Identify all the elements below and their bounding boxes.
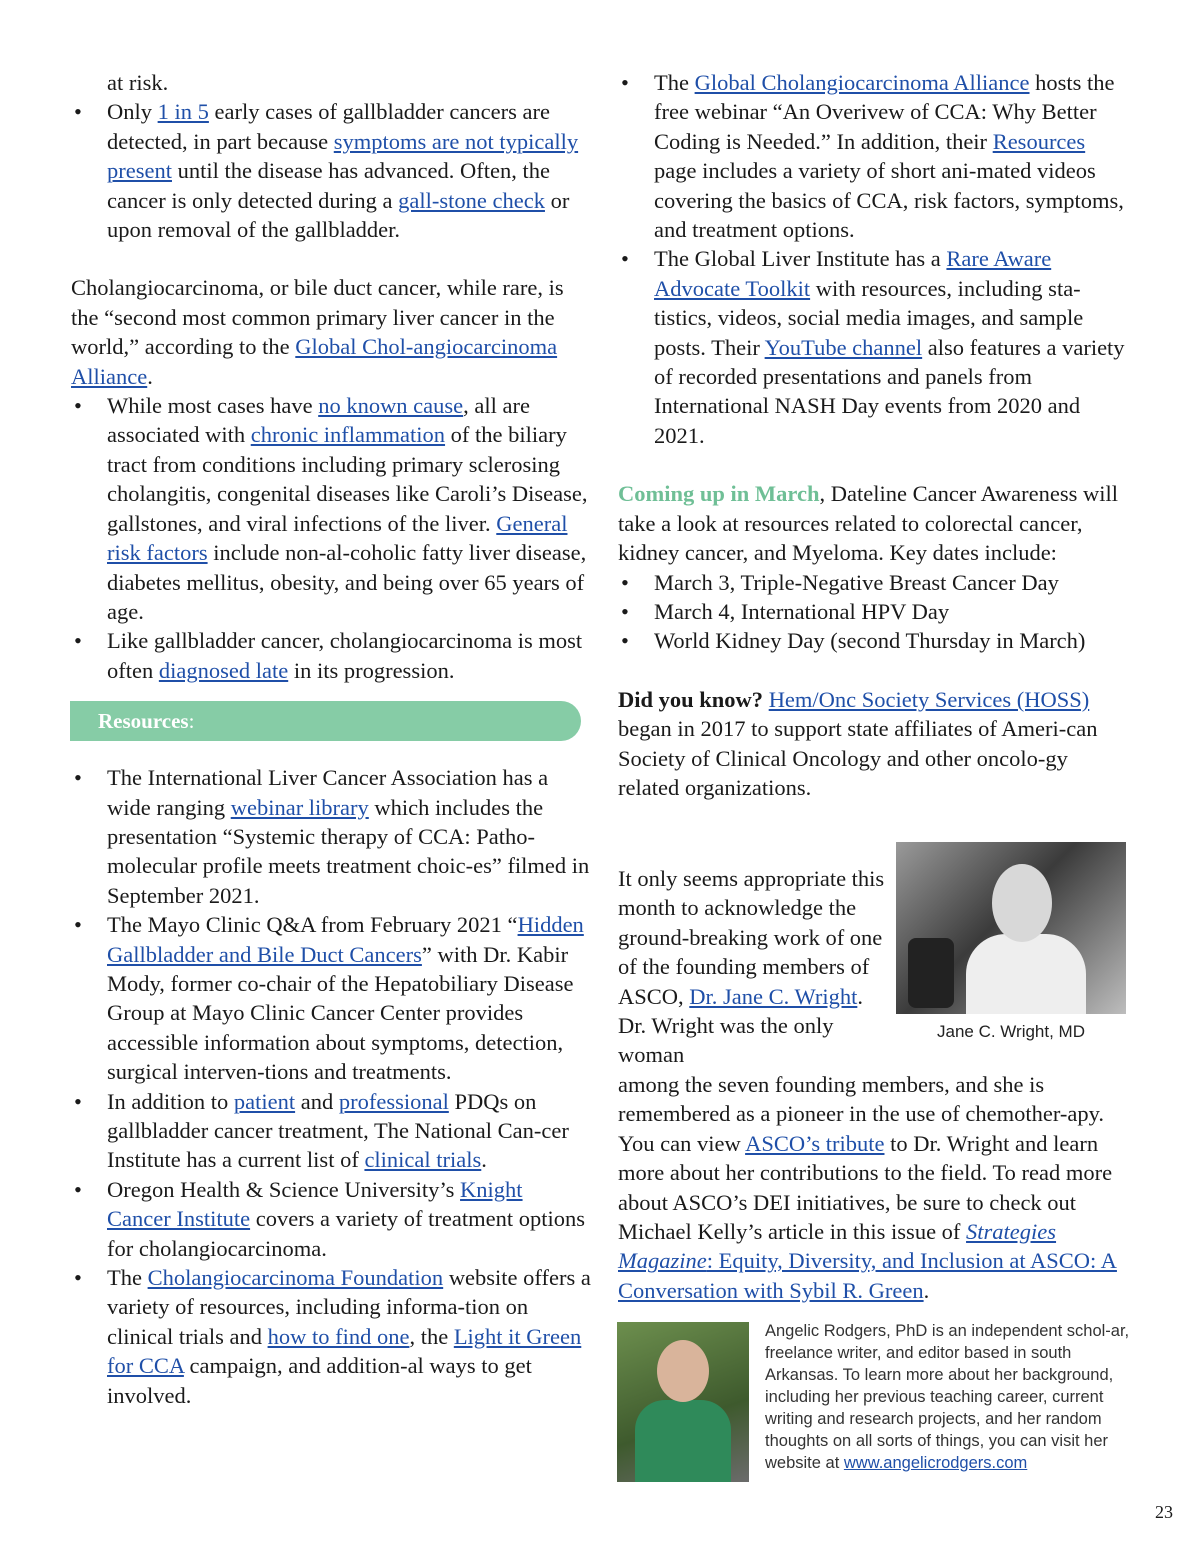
shirt-shape: [635, 1400, 731, 1482]
photo-caption: Jane C. Wright, MD: [936, 1022, 1085, 1041]
text: ” with Dr. Kabir Mody, former co-chair of the Hepatobiliary Disease Group at Mayo Clinic Cancer Center provides accessible information about symptoms, detection, surgical interven-tions and treatments.: [107, 941, 574, 1085]
face-shape: [992, 864, 1052, 942]
resources-list: [71, 763, 591, 1410]
resources-heading-bar: [70, 701, 581, 741]
page-number: 23: [1155, 1502, 1173, 1522]
text: The Mayo Clinic Q&A from February 2021 “: [107, 912, 518, 938]
march-paragraph: [618, 479, 1130, 567]
list-item: [71, 391, 591, 626]
text: page includes a variety of short ani-mated videos covering the basics of CCA, risk factors, symptoms, and treatment options.: [654, 158, 1124, 243]
text: While most cases have: [107, 393, 319, 419]
text: include non-al-coholic fatty liver disease, diabetes mellitus, obesity, and being over 65 years of age.: [107, 540, 587, 624]
list-item: [71, 626, 591, 685]
link-how-to-find-one[interactable]: how to find one: [267, 1323, 410, 1349]
cholangio-list: [71, 391, 591, 685]
link-resources-page[interactable]: Resources: [992, 128, 1086, 154]
author-bio: [765, 1320, 1133, 1474]
text: The Global Liver Institute has a: [654, 246, 947, 272]
list-item: [71, 1175, 591, 1263]
jane-wright-photo: [896, 842, 1126, 1014]
link-hidden-gallbladder[interactable]: Hidden Gallbladder and Bile Duct Cancers: [107, 912, 584, 967]
text: Only: [107, 99, 158, 125]
list-item: • World Kidney Day (second Thursday in March): [618, 626, 1130, 655]
link-symptoms[interactable]: symptoms are not typically present: [107, 128, 579, 184]
text: The: [107, 1265, 148, 1291]
link-cca-foundation[interactable]: Cholangiocarcinoma Foundation: [147, 1265, 444, 1291]
head-shape: [657, 1340, 709, 1402]
list-item: [71, 763, 591, 910]
text: In addition to: [107, 1088, 234, 1114]
list-item: [71, 1263, 591, 1410]
text: Like gallbladder cancer, cholangiocarcinoma is most often: [107, 628, 583, 683]
text: hosts the free webinar “An Overivew of CCA: Why Better Coding is Needed.” In addition, their: [654, 70, 1115, 154]
text: of the biliary tract from conditions including primary sclerosing cholangitis, congenital diseases like Caroli’s Disease, gallstones, and viral infections of the liver.: [107, 422, 588, 536]
coat-shape: [966, 934, 1086, 1014]
text: .: [481, 1147, 487, 1173]
text: , the: [409, 1323, 454, 1349]
text: and: [295, 1088, 339, 1114]
text: Cholangiocarcinoma, or bile duct cancer, while rare, is the “second most common primary liver cancer in the world,” according to the: [71, 275, 564, 360]
link-diagnosed-late[interactable]: diagnosed late: [158, 657, 289, 683]
list-item: • March 3, Triple-Negative Breast Cancer Day: [618, 568, 1130, 597]
text: .: [923, 1277, 930, 1303]
list-item: [71, 97, 591, 244]
link-dr-jane-wright[interactable]: Dr. Jane C. Wright: [689, 983, 858, 1009]
link-gallstone-check[interactable]: gall-stone check: [398, 187, 545, 213]
key-dates-list: [618, 568, 1130, 656]
microscope-shape: [908, 938, 954, 1008]
text: website offers a variety of resources, including informa-tion on clinical trials and: [107, 1265, 591, 1349]
wright-continued-text: [618, 1070, 1130, 1305]
right-column: [618, 68, 1130, 802]
article-title: : Equity, Diversity, and Inclusion at ASCO: A Conversation with Sybil R. Green: [618, 1248, 1117, 1303]
continued-text: at risk.: [107, 70, 169, 95]
text: or upon removal of the gallbladder.: [107, 187, 570, 243]
resources-colon: :: [188, 709, 195, 734]
text: PDQs on gallbladder cancer treatment, The National Can-cer Institute has a current list of: [107, 1088, 569, 1173]
text: to Dr. Wright and learn more about her contributions to the field. To read more about ASCO’s DEI initiatives, be sure to check out Michael Kelly’s article in this issue of: [618, 1130, 1113, 1245]
list-item: [618, 244, 1130, 450]
text: until the disease has advanced. Often, the cancer is only detected during a: [107, 158, 550, 213]
link-1-in-5[interactable]: 1 in 5: [157, 99, 209, 125]
text: , all are associated with: [107, 393, 530, 448]
angelic-rodgers-photo: [617, 1322, 749, 1482]
link-global-cca-alliance-2[interactable]: Global Cholangiocarcinoma Alliance: [694, 70, 1030, 95]
cca-resources-list: [618, 68, 1130, 450]
link-general-risk-factors[interactable]: General risk factors: [107, 510, 568, 566]
link-knight-cancer-institute[interactable]: Knight Cancer Institute: [107, 1176, 523, 1232]
list-item: [71, 910, 591, 1086]
coming-up-heading: Coming up in March: [618, 481, 820, 507]
left-column: [71, 68, 591, 1410]
link-patient[interactable]: patient: [233, 1088, 296, 1114]
text: also features a variety of recorded presentations and panels from International NASH Day events from 2020 and 2021.: [654, 334, 1125, 448]
list-item: [71, 1087, 591, 1175]
did-you-know-paragraph: [618, 685, 1130, 803]
text: , Dateline Cancer Awareness will take a look at resources related to colorectal cancer, kidney cancer, and Myeloma. Key dates include:: [618, 481, 1118, 566]
text: covers a variety of treatment options for cholangiocarcinoma.: [107, 1206, 585, 1261]
link-clinical-trials[interactable]: clinical trials: [364, 1147, 482, 1173]
text: campaign, and addition-al ways to get involved.: [107, 1353, 532, 1408]
link-hoss[interactable]: Hem/Onc Society Services (HOSS): [768, 686, 1090, 712]
text: among the seven founding members, and she is remembered as a pioneer in the use of chemother-apy. You can view: [618, 1072, 1105, 1156]
text: It only seems appropriate this month to acknowledge the ground-breaking work of one of the founding members of ASCO,: [618, 866, 885, 1009]
text: began in 2017 to support state affiliates of Ameri-can Society of Clinical Oncology and other oncolo-gy related organizations.: [618, 716, 1098, 800]
magazine-title: Strategies Magazine: [618, 1219, 1057, 1274]
link-chronic-inflammation[interactable]: chronic inflammation: [250, 422, 446, 448]
list-item: • March 4, International HPV Day: [618, 597, 1130, 626]
link-asco-tribute[interactable]: ASCO’s tribute: [745, 1130, 885, 1156]
did-you-know-heading: Did you know?: [618, 686, 764, 712]
link-webinar-library[interactable]: webinar library: [230, 794, 369, 820]
wright-wrapped-text: [618, 864, 888, 1070]
text: . Dr. Wright was the only woman: [618, 983, 863, 1068]
text: Oregon Health & Science University’s: [107, 1176, 461, 1202]
link-light-it-green[interactable]: Light it Green for CCA: [107, 1323, 582, 1379]
list-item: [618, 68, 1130, 244]
text: in its progression.: [288, 657, 455, 683]
link-youtube-channel[interactable]: YouTube channel: [764, 334, 923, 360]
text: Angelic Rodgers, PhD is an independent schol-ar, freelance writer, and editor based in south Arkansas. To learn more about her background, including her previous teaching career, current writing and research projects, and her random thoughts on all sorts of things, you can visit her website at: [765, 1322, 1130, 1472]
text: with resources, including sta-tistics, videos, social media images, and sample posts. Their: [654, 275, 1084, 360]
resources-title: Resources: [98, 709, 189, 734]
gallbladder-list: [71, 97, 591, 244]
text: The: [654, 70, 695, 95]
link-professional[interactable]: professional: [338, 1088, 449, 1114]
link-rare-aware-toolkit[interactable]: Rare Aware Advocate Toolkit: [654, 246, 1052, 301]
text: The International Liver Cancer Association has a wide ranging: [107, 765, 549, 820]
text: early cases of gallbladder cancers are detected, in part because: [107, 99, 550, 154]
text: .: [147, 363, 153, 389]
link-no-known-cause[interactable]: no known cause: [318, 393, 464, 419]
text: which includes the presentation “Systemic therapy of CCA: Patho-molecular profile meets treatment choic-es” filmed in September 2021.: [107, 794, 590, 908]
cholangiocarcinoma-paragraph: [71, 273, 591, 391]
link-global-cca-alliance[interactable]: Global Chol-angiocarcinoma Alliance: [71, 334, 558, 389]
link-author-website[interactable]: www.angelicrodgers.com: [843, 1454, 1028, 1472]
